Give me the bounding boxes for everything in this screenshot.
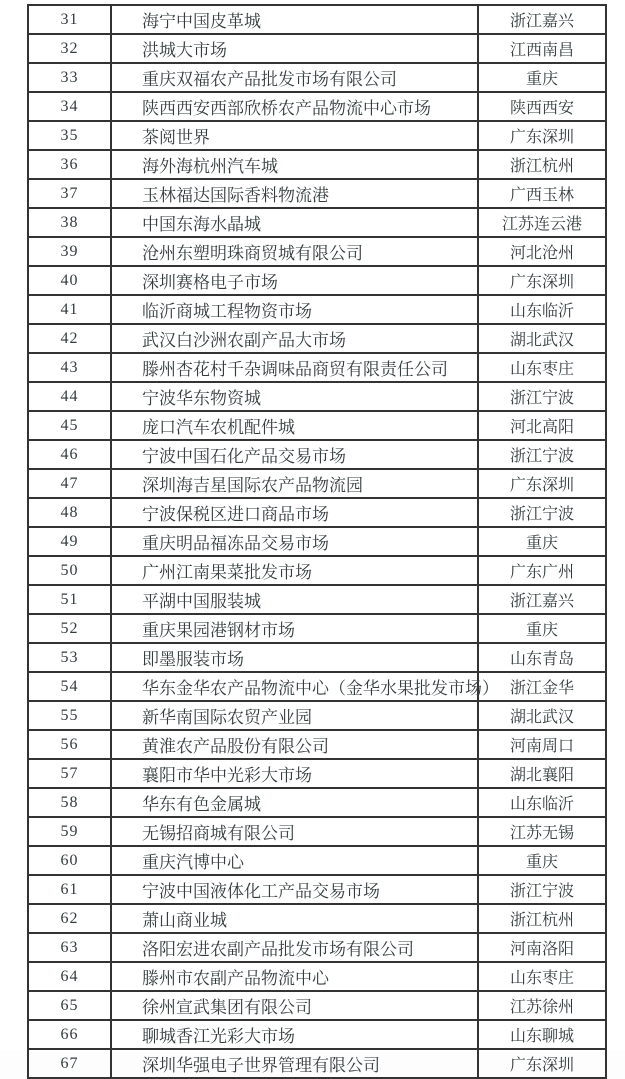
location-cell: 山东青岛	[478, 643, 606, 672]
table-row	[28, 63, 606, 92]
market-ranking-table	[27, 4, 607, 1079]
location-cell: 浙江宁波	[478, 440, 606, 469]
location-cell: 重庆	[478, 614, 606, 643]
location-cell: 浙江杭州	[478, 150, 606, 179]
table-row	[28, 585, 606, 614]
name-cell: 华东金华农产品物流中心（金华水果批发市场）	[111, 672, 478, 701]
location-cell: 广东深圳	[478, 121, 606, 150]
name-cell: 洛阳宏进农副产品批发市场有限公司	[111, 933, 478, 962]
rank-cell: 44	[28, 382, 111, 411]
location-cell: 广东广州	[478, 556, 606, 585]
table-row	[28, 440, 606, 469]
rank-cell: 62	[28, 904, 111, 933]
table-row	[28, 295, 606, 324]
rank-cell: 36	[28, 150, 111, 179]
table-row	[28, 1049, 606, 1078]
name-cell: 襄阳市华中光彩大市场	[111, 759, 478, 788]
table-row	[28, 237, 606, 266]
name-cell: 广州江南果菜批发市场	[111, 556, 478, 585]
rank-cell: 41	[28, 295, 111, 324]
location-cell: 山东聊城	[478, 1020, 606, 1049]
name-cell: 徐州宣武集团有限公司	[111, 991, 478, 1020]
location-cell: 浙江嘉兴	[478, 5, 606, 34]
name-cell: 新华南国际农贸产业园	[111, 701, 478, 730]
table-row	[28, 150, 606, 179]
location-cell: 河南周口	[478, 730, 606, 759]
rank-cell: 51	[28, 585, 111, 614]
name-cell: 深圳海吉星国际农产品物流园	[111, 469, 478, 498]
market-table-body	[28, 5, 606, 1078]
rank-cell: 47	[28, 469, 111, 498]
name-cell: 深圳赛格电子市场	[111, 266, 478, 295]
rank-cell: 53	[28, 643, 111, 672]
name-cell: 陕西西安西部欣桥农产品物流中心市场	[111, 92, 478, 121]
name-cell: 中国东海水晶城	[111, 208, 478, 237]
table-row	[28, 353, 606, 382]
name-cell: 武汉白沙洲农副产品大市场	[111, 324, 478, 353]
rank-cell: 34	[28, 92, 111, 121]
location-cell: 江苏无锡	[478, 817, 606, 846]
rank-cell: 55	[28, 701, 111, 730]
name-cell: 重庆果园港钢材市场	[111, 614, 478, 643]
location-cell: 湖北襄阳	[478, 759, 606, 788]
location-cell: 河北沧州	[478, 237, 606, 266]
table-row	[28, 643, 606, 672]
table-row	[28, 817, 606, 846]
rank-cell: 40	[28, 266, 111, 295]
location-cell: 陕西西安	[478, 92, 606, 121]
table-row	[28, 672, 606, 701]
location-cell: 浙江嘉兴	[478, 585, 606, 614]
rank-cell: 57	[28, 759, 111, 788]
location-cell: 广东深圳	[478, 1049, 606, 1078]
location-cell: 浙江杭州	[478, 904, 606, 933]
rank-cell: 54	[28, 672, 111, 701]
location-cell: 浙江宁波	[478, 875, 606, 904]
table-row	[28, 527, 606, 556]
location-cell: 浙江金华	[478, 672, 606, 701]
table-row	[28, 34, 606, 63]
rank-cell: 67	[28, 1049, 111, 1078]
market-ranking-table-container	[27, 4, 605, 1075]
table-row	[28, 759, 606, 788]
name-cell: 宁波保税区进口商品市场	[111, 498, 478, 527]
name-cell: 黄淮农产品股份有限公司	[111, 730, 478, 759]
name-cell: 海外海杭州汽车城	[111, 150, 478, 179]
table-row	[28, 121, 606, 150]
table-row	[28, 846, 606, 875]
location-cell: 广东深圳	[478, 266, 606, 295]
name-cell: 沧州东塑明珠商贸城有限公司	[111, 237, 478, 266]
table-row	[28, 498, 606, 527]
name-cell: 华东有色金属城	[111, 788, 478, 817]
table-row	[28, 556, 606, 585]
rank-cell: 48	[28, 498, 111, 527]
location-cell: 重庆	[478, 527, 606, 556]
name-cell: 深圳华强电子世界管理有限公司	[111, 1049, 478, 1078]
rank-cell: 65	[28, 991, 111, 1020]
location-cell: 山东临沂	[478, 295, 606, 324]
rank-cell: 64	[28, 962, 111, 991]
table-row	[28, 5, 606, 34]
table-row	[28, 788, 606, 817]
table-row	[28, 179, 606, 208]
table-row	[28, 92, 606, 121]
rank-cell: 43	[28, 353, 111, 382]
name-cell: 滕州市农副产品物流中心	[111, 962, 478, 991]
location-cell: 河南洛阳	[478, 933, 606, 962]
location-cell: 湖北武汉	[478, 701, 606, 730]
location-cell: 江苏徐州	[478, 991, 606, 1020]
rank-cell: 33	[28, 63, 111, 92]
table-row	[28, 469, 606, 498]
rank-cell: 61	[28, 875, 111, 904]
location-cell: 山东枣庄	[478, 353, 606, 382]
rank-cell: 59	[28, 817, 111, 846]
rank-cell: 56	[28, 730, 111, 759]
rank-cell: 45	[28, 411, 111, 440]
rank-cell: 66	[28, 1020, 111, 1049]
location-cell: 浙江宁波	[478, 382, 606, 411]
table-row	[28, 904, 606, 933]
table-row	[28, 614, 606, 643]
name-cell: 茶阅世界	[111, 121, 478, 150]
location-cell: 江西南昌	[478, 34, 606, 63]
table-row	[28, 266, 606, 295]
table-row	[28, 701, 606, 730]
rank-cell: 39	[28, 237, 111, 266]
table-row	[28, 875, 606, 904]
table-row	[28, 411, 606, 440]
location-cell: 江苏连云港	[478, 208, 606, 237]
location-cell: 重庆	[478, 63, 606, 92]
name-cell: 海宁中国皮革城	[111, 5, 478, 34]
name-cell: 重庆汽博中心	[111, 846, 478, 875]
name-cell: 即墨服装市场	[111, 643, 478, 672]
rank-cell: 58	[28, 788, 111, 817]
rank-cell: 35	[28, 121, 111, 150]
rank-cell: 63	[28, 933, 111, 962]
rank-cell: 52	[28, 614, 111, 643]
location-cell: 河北高阳	[478, 411, 606, 440]
name-cell: 玉林福达国际香料物流港	[111, 179, 478, 208]
table-row	[28, 1020, 606, 1049]
rank-cell: 42	[28, 324, 111, 353]
location-cell: 湖北武汉	[478, 324, 606, 353]
name-cell: 宁波华东物资城	[111, 382, 478, 411]
name-cell: 临沂商城工程物资市场	[111, 295, 478, 324]
table-row	[28, 730, 606, 759]
name-cell: 滕州杏花村千杂调味品商贸有限责任公司	[111, 353, 478, 382]
location-cell: 山东枣庄	[478, 962, 606, 991]
name-cell: 聊城香江光彩大市场	[111, 1020, 478, 1049]
name-cell: 萧山商业城	[111, 904, 478, 933]
name-cell: 重庆明品福冻品交易市场	[111, 527, 478, 556]
rank-cell: 37	[28, 179, 111, 208]
table-row	[28, 324, 606, 353]
rank-cell: 50	[28, 556, 111, 585]
rank-cell: 49	[28, 527, 111, 556]
rank-cell: 38	[28, 208, 111, 237]
table-row	[28, 991, 606, 1020]
table-row	[28, 962, 606, 991]
name-cell: 宁波中国石化产品交易市场	[111, 440, 478, 469]
location-cell: 重庆	[478, 846, 606, 875]
rank-cell: 31	[28, 5, 111, 34]
rank-cell: 46	[28, 440, 111, 469]
name-cell: 重庆双福农产品批发市场有限公司	[111, 63, 478, 92]
table-row	[28, 208, 606, 237]
name-cell: 宁波中国液体化工产品交易市场	[111, 875, 478, 904]
rank-cell: 32	[28, 34, 111, 63]
table-row	[28, 933, 606, 962]
location-cell: 浙江宁波	[478, 498, 606, 527]
table-row	[28, 382, 606, 411]
location-cell: 山东临沂	[478, 788, 606, 817]
name-cell: 庞口汽车农机配件城	[111, 411, 478, 440]
name-cell: 无锡招商城有限公司	[111, 817, 478, 846]
name-cell: 平湖中国服装城	[111, 585, 478, 614]
name-cell: 洪城大市场	[111, 34, 478, 63]
location-cell: 广东深圳	[478, 469, 606, 498]
location-cell: 广西玉林	[478, 179, 606, 208]
rank-cell: 60	[28, 846, 111, 875]
